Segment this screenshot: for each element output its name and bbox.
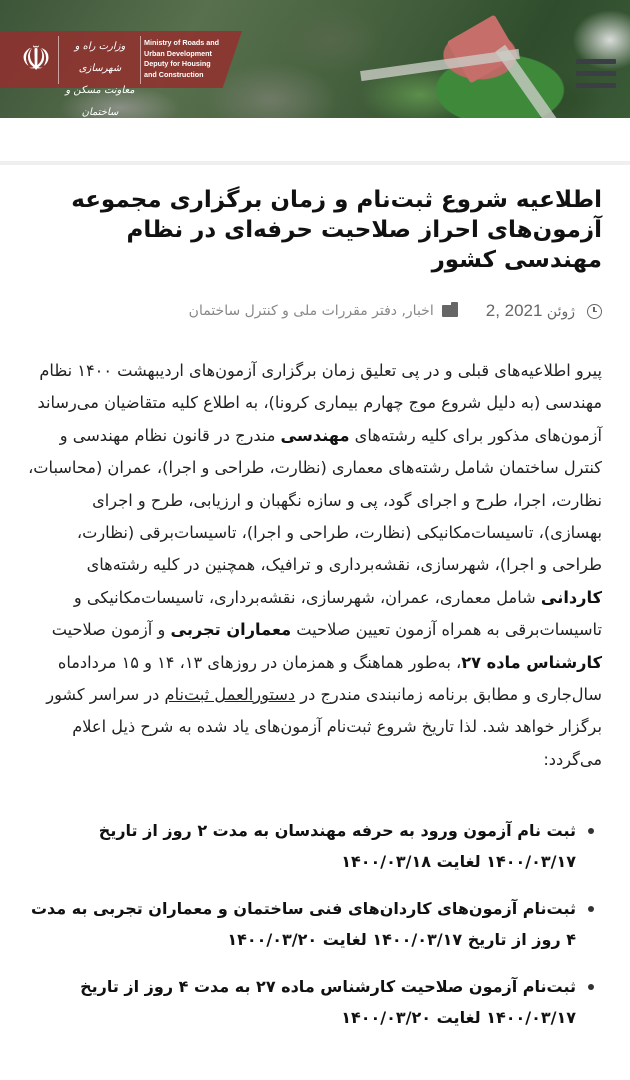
- logo-english-line: Urban Development: [144, 48, 212, 58]
- logo-persian-text: [60, 36, 140, 118]
- body-text: مندرج در قانون نظام مهندسی و کنترل ساختمان شامل رشته‌های معماری (نظارت، طراحی و اجرا)، عمران (محاسبات، نظارت، اجرا، طرح و اجرای گود، پی و سازه نگهبان و ارزیابی، طرح و اجرای بهسازی)، تاسیسات‌مکانیکی (نظارت، طراحی و اجرا)، تاسیسات‌برقی (نظارت، طراحی و اجرا)، شهرسازی، نقشه‌برداری و ترافیک، همچنین در کلیه رشته‌های: [28, 425, 602, 575]
- folder-icon: [442, 305, 458, 317]
- post-title: اطلاعیه شروع ثبت‌نام و زمان برگزاری مجموعه آزمون‌های احراز صلاحیت حرفه‌ای در نظام مهندسی کشور: [71, 187, 602, 273]
- clock-icon: [587, 304, 602, 319]
- logo-divider: [140, 36, 141, 84]
- logo-english-text: [144, 38, 244, 80]
- bullet-icon: [588, 906, 594, 912]
- iran-emblem-icon: ☫: [20, 39, 52, 79]
- body-text: پیرو اطلاعیه‌های قبلی و در پی تعلیق زمان برگزاری آزمون‌های اردیبهشت ۱۴۰۰ نظام مهندسی (به دلیل شروع موج چهارم بیماری کرونا)، به اطلاع کلیه متقاضیان می‌رساند آزمون‌های مذکور برای کلیه رشته‌های: [37, 361, 602, 445]
- post-date-day-year: 2, 2021: [485, 301, 543, 320]
- registration-guide-link[interactable]: دستورالعمل ثبت‌نام: [164, 685, 296, 705]
- menu-bar: [576, 83, 616, 88]
- body-text: در سراسر کشور برگزار خواهد شد. لذا تاریخ شروع ثبت‌نام آزمون‌های یاد شده به شرح ذیل اعلام می‌گردد:: [46, 685, 602, 769]
- body-bold-text: کاردانی: [540, 587, 602, 607]
- schedule-item-text: ثبت‌نام آزمون صلاحیت کارشناس ماده ۲۷ به مدت ۴ روز از تاریخ ۱۴۰۰/۰۳/۱۷ لغایت ۱۴۰۰/۰۳/۲۰: [80, 977, 576, 1027]
- post-categories[interactable]: اخبار, دفتر مقررات ملی و کنترل ساختمان: [188, 303, 434, 319]
- schedule-list: [24, 815, 602, 1049]
- header-divider: [0, 161, 630, 165]
- body-bold-text: مهندسی: [280, 425, 350, 445]
- body-text: شامل معماری، عمران، شهرسازی، نقشه‌برداری، تاسیسات‌مکانیکی و تاسیسات‌برقی به همراه آزمون تعیین صلاحیت: [73, 587, 602, 640]
- logo-persian-line: وزارت راه و شهرسازی: [74, 41, 126, 74]
- bullet-icon: [588, 984, 594, 990]
- body-bold-text: معماران تجربی: [170, 620, 292, 640]
- logo-english-line: Deputy for Housing: [144, 59, 211, 68]
- post-date: [486, 301, 575, 321]
- header-banner: [0, 0, 630, 118]
- schedule-item-text: ثبت‌نام آزمون‌های کاردان‌های فنی ساختمان و معماران تجربی به مدت ۴ روز از تاریخ ۱۴۰۰/۰۳/۱۷ لغایت ۱۴۰۰/۰۳/۲۰: [30, 899, 576, 949]
- bullet-icon: [588, 828, 594, 834]
- menu-bar: [576, 71, 616, 76]
- logo-english-line: and Construction: [144, 69, 204, 79]
- body-text: ، به‌طور هماهنگ و همزمان در روزهای ۱۳، ۱۴ و ۱۵ مردادماه سال‌جاری و مطابق برنامه زمانبندی مندرج در: [57, 652, 602, 705]
- post-meta: [102, 300, 602, 322]
- menu-bar: [576, 59, 616, 64]
- logo-divider: [58, 36, 59, 84]
- logo-english-line: Ministry of Roads and: [144, 38, 220, 47]
- body-bold-text: کارشناس ماده ۲۷: [461, 652, 602, 672]
- aerial-photo-road: [495, 45, 556, 118]
- body-text: و آزمون صلاحیت: [51, 620, 166, 640]
- schedule-item-text: ثبت نام آزمون ورود به حرفه مهندسان به مدت ۲ روز از تاریخ ۱۴۰۰/۰۳/۱۷ لغایت ۱۴۰۰/۰۳/۱۸: [98, 821, 576, 871]
- schedule-item: [24, 893, 602, 955]
- schedule-item: [24, 815, 602, 877]
- hamburger-menu-icon[interactable]: [572, 54, 620, 94]
- post-date-month: ژوئن: [546, 304, 575, 320]
- logo-persian-line: معاونت مسکن و ساختمان: [65, 85, 135, 118]
- schedule-item: [24, 971, 602, 1033]
- post-body: [24, 355, 602, 776]
